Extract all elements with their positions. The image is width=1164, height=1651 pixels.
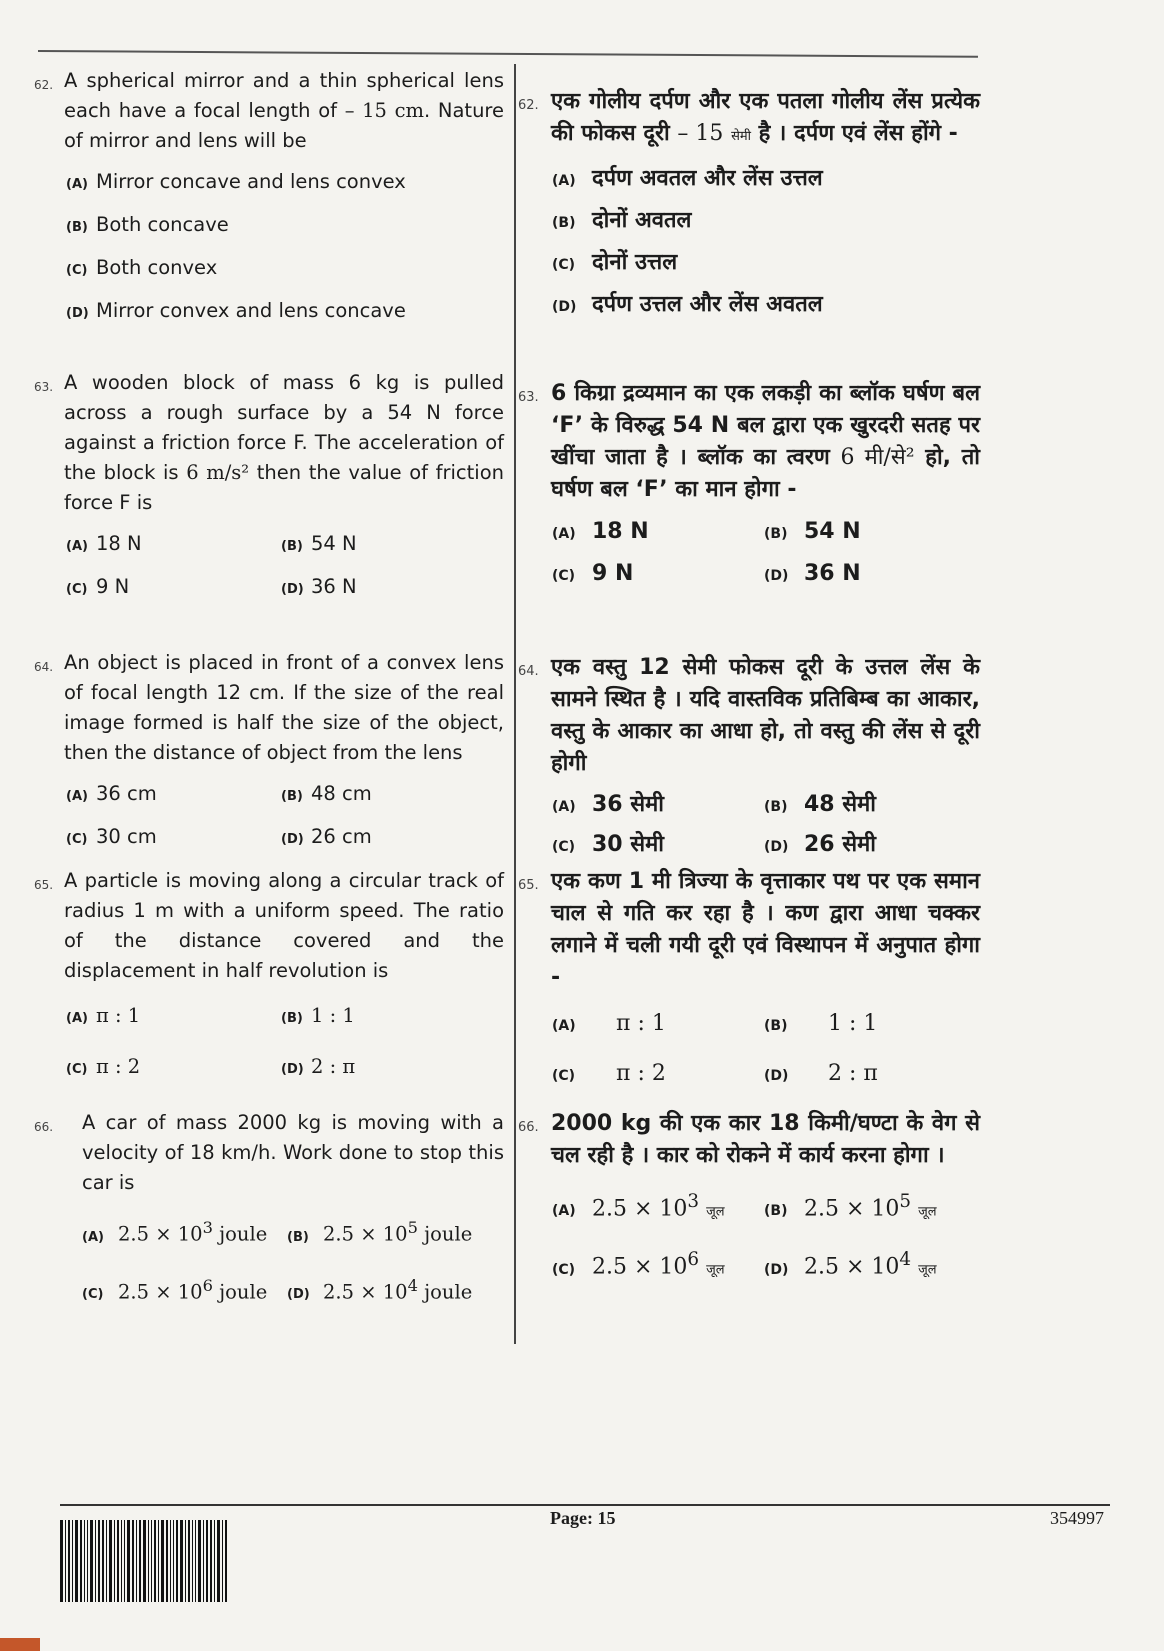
option-b[interactable]: (B) दोनों अवतल (552, 208, 692, 233)
barcode-bar (136, 1520, 137, 1602)
options (552, 1000, 980, 1100)
barcode-bar (132, 1520, 134, 1602)
question-stem: A car of mass 2000 kg is moving with a velocity of 18 km/h. Work done to stop this car is (82, 1111, 504, 1194)
question-66-en (34, 1108, 504, 1319)
question-stem: 6 किग्रा द्रव्यमान का एक लकड़ी का ब्लॉक घर्षण बल ‘F’ के विरुद्ध 54 N बल द्वारा एक खुरदरी सतह पर खींचा जाता है । ब्लॉक का त्वरण 6 मी/से² हो, तो घर्षण बल ‘F’ का मान होगा - (551, 381, 980, 502)
question-stem: An object is placed in front of a convex lens of focal length 12 cm. If the size of the real image formed is half the size of the object, then the distance of object from the lens (64, 651, 504, 764)
option-d[interactable]: (D) 36 N (764, 561, 861, 586)
option-d[interactable]: (D) दर्पण उत्तल और लेंस अवतल (552, 292, 823, 317)
option-c[interactable]: (C) π : 2 (66, 1055, 141, 1078)
barcode-bar (87, 1520, 88, 1602)
question-62-hi (518, 86, 980, 327)
option-a[interactable]: (A) Mirror concave and lens convex (66, 170, 406, 193)
barcode-bar (121, 1520, 122, 1602)
question-62-en (34, 66, 504, 334)
option-b[interactable]: (B) 1 : 1 (281, 1004, 355, 1027)
barcode-bar (195, 1520, 196, 1602)
barcode-bar (143, 1520, 146, 1602)
options (82, 1204, 504, 1319)
barcode-bar (176, 1520, 178, 1602)
barcode-bar (198, 1520, 201, 1602)
barcode-bar (148, 1520, 149, 1602)
barcode-bar (214, 1520, 215, 1602)
option-a[interactable]: (A) दर्पण अवतल और लेंस उत्तल (552, 166, 823, 191)
barcode-bar (127, 1520, 130, 1602)
barcode-bar (173, 1520, 174, 1602)
question-stem: एक गोलीय दर्पण और एक पतला गोलीय लेंस प्रत्येक की फोकस दूरी – 15 सेमी है । दर्पण एवं लेंस होंगे - (551, 89, 980, 146)
option-a[interactable]: (A) $2.5 \times 10^3$ joule (82, 1218, 268, 1246)
option-a[interactable]: (A) π : 1 (552, 1011, 666, 1036)
barcode-bar (114, 1520, 115, 1602)
options (66, 774, 504, 860)
question-stem: एक वस्तु 12 सेमी फोकस दूरी के उत्तल लेंस के सामने स्थित है । यदि वास्तविक प्रतिबिम्ब का आकार, वस्तु के आकार का आधा हो, तो वस्तु की लेंस से दूरी होगी (551, 655, 980, 776)
barcode-bar (203, 1520, 204, 1602)
option-c[interactable]: (C) Both convex (66, 256, 218, 279)
barcode-bar (154, 1520, 156, 1602)
question-number: 66. (518, 1120, 539, 1135)
option-d[interactable]: (D) $2.5 \times 10^4$ joule (287, 1275, 473, 1303)
barcode-bar (65, 1520, 66, 1602)
barcode-bar (206, 1520, 208, 1602)
option-c[interactable]: (C) π : 2 (552, 1061, 666, 1086)
barcode-bar (68, 1520, 70, 1602)
barcode-bar (90, 1520, 93, 1602)
question-65-en (34, 866, 504, 1094)
options (66, 992, 504, 1094)
barcode-bar (185, 1520, 186, 1602)
option-b[interactable]: (B) $2.5 \times 10^5$ जूल (764, 1191, 937, 1222)
column-divider (514, 64, 516, 1344)
barcode-bar (217, 1520, 220, 1602)
option-b[interactable]: (B) 48 cm (281, 782, 372, 805)
barcode-bar (124, 1520, 125, 1602)
question-63-hi (518, 378, 980, 596)
question-number: 63. (518, 390, 539, 405)
option-a[interactable]: (A) π : 1 (66, 1004, 141, 1027)
options (552, 159, 980, 327)
question-65-hi (518, 866, 980, 1100)
question-number: 64. (34, 660, 54, 674)
question-number: 63. (34, 380, 54, 394)
option-d[interactable]: (D) 36 N (281, 575, 357, 598)
bottom-rule (60, 1504, 1110, 1506)
barcode-bar (102, 1520, 104, 1602)
question-number: 64. (518, 664, 539, 679)
option-c[interactable]: (C) दोनों उत्तल (552, 250, 678, 275)
barcode-bar (98, 1520, 100, 1602)
option-b[interactable]: (B) 54 N (764, 519, 861, 544)
option-a[interactable]: (A) 36 सेमी (552, 792, 665, 817)
option-b[interactable]: (B) $2.5 \times 10^5$ joule (287, 1218, 473, 1246)
barcode-bar (72, 1520, 73, 1602)
option-d[interactable]: (D) 26 cm (281, 825, 372, 848)
barcode-bar (225, 1520, 227, 1602)
barcode-bar (161, 1520, 164, 1602)
option-c[interactable]: (C) 9 N (66, 575, 130, 598)
barcode-bar (170, 1520, 171, 1602)
question-64-hi (518, 652, 980, 866)
question-number: 62. (34, 78, 54, 92)
question-number: 65. (34, 878, 54, 892)
barcode-bar (222, 1520, 223, 1602)
barcode-bar (106, 1520, 107, 1602)
options (552, 1178, 980, 1295)
barcode-bar (180, 1520, 183, 1602)
corner-mark (0, 1638, 40, 1651)
options (552, 786, 980, 866)
option-c[interactable]: (C) 9 N (552, 561, 634, 586)
option-a[interactable]: (A) 36 cm (66, 782, 157, 805)
option-d[interactable]: (D) 26 सेमी (764, 832, 877, 857)
page-number: Page: 15 (550, 1508, 616, 1528)
barcode-bar (139, 1520, 141, 1602)
question-stem: A wooden block of mass 6 kg is pulled across a rough surface by a 54 N force against a friction force F. The acceleration of the block is 6 m/s² then the value of friction force F is (64, 371, 505, 514)
options (552, 512, 980, 596)
question-stem: A particle is moving along a circular track of radius 1 m with a uniform speed. The ratio of the distance covered and the displacement in half revolution is (64, 869, 504, 982)
barcode-bar (84, 1520, 85, 1602)
option-d[interactable]: (D) 2 : π (764, 1061, 878, 1086)
question-66-hi (518, 1108, 980, 1295)
question-stem: A spherical mirror and a thin spherical lens each have a focal length of – 15 cm. Nature of mirror and lens will be (64, 69, 505, 152)
barcode-bar (75, 1520, 78, 1602)
option-b[interactable]: (B) 54 N (281, 532, 357, 555)
barcode-bar (95, 1520, 96, 1602)
barcode-bar (166, 1520, 168, 1602)
barcode-bar (117, 1520, 119, 1602)
option-d[interactable]: (D) Mirror convex and lens concave (66, 299, 406, 322)
option-a[interactable]: (A) $2.5 \times 10^3$ जूल (552, 1191, 725, 1222)
option-c[interactable]: (C) 30 सेमी (552, 832, 665, 857)
paper-code: 354997 (1050, 1508, 1104, 1528)
barcode-bar (210, 1520, 212, 1602)
options (66, 524, 504, 610)
option-c[interactable]: (C) $2.5 \times 10^6$ joule (82, 1275, 268, 1303)
options (66, 162, 504, 334)
question-number: 62. (518, 98, 539, 113)
option-d[interactable]: (D) $2.5 \times 10^4$ जूल (764, 1249, 937, 1280)
barcode-bar (158, 1520, 159, 1602)
option-c[interactable]: (C) 30 cm (66, 825, 157, 848)
option-b[interactable]: (B) 1 : 1 (764, 1011, 878, 1036)
option-a[interactable]: (A) 18 N (552, 519, 649, 544)
barcode-bar (109, 1520, 112, 1602)
question-number: 66. (34, 1120, 54, 1134)
question-64-en (34, 648, 504, 860)
question-stem: 2000 kg की एक कार 18 किमी/घण्टा के वेग से चल रही है । कार को रोकने में कार्य करना होगा । (551, 1111, 980, 1168)
barcode-bar (192, 1520, 193, 1602)
question-63-en (34, 368, 504, 610)
top-rule (38, 50, 978, 58)
option-b[interactable]: (B) Both concave (66, 213, 229, 236)
barcode-bar (188, 1520, 190, 1602)
option-b[interactable]: (B) 48 सेमी (764, 792, 877, 817)
barcode-icon (60, 1520, 248, 1602)
barcode-bar (151, 1520, 152, 1602)
option-d[interactable]: (D) 2 : π (281, 1055, 356, 1078)
question-number: 65. (518, 878, 539, 893)
option-c[interactable]: (C) $2.5 \times 10^6$ जूल (552, 1249, 725, 1280)
barcode-bar (80, 1520, 82, 1602)
question-stem: एक कण 1 मी त्रिज्या के वृत्ताकार पथ पर एक समान चाल से गति कर रहा है । कण द्वारा आधा चक्कर लगाने में चली गयी दूरी एवं विस्थापन में अनुपात होगा - (551, 869, 980, 990)
barcode-bar (60, 1520, 63, 1602)
option-a[interactable]: (A) 18 N (66, 532, 142, 555)
